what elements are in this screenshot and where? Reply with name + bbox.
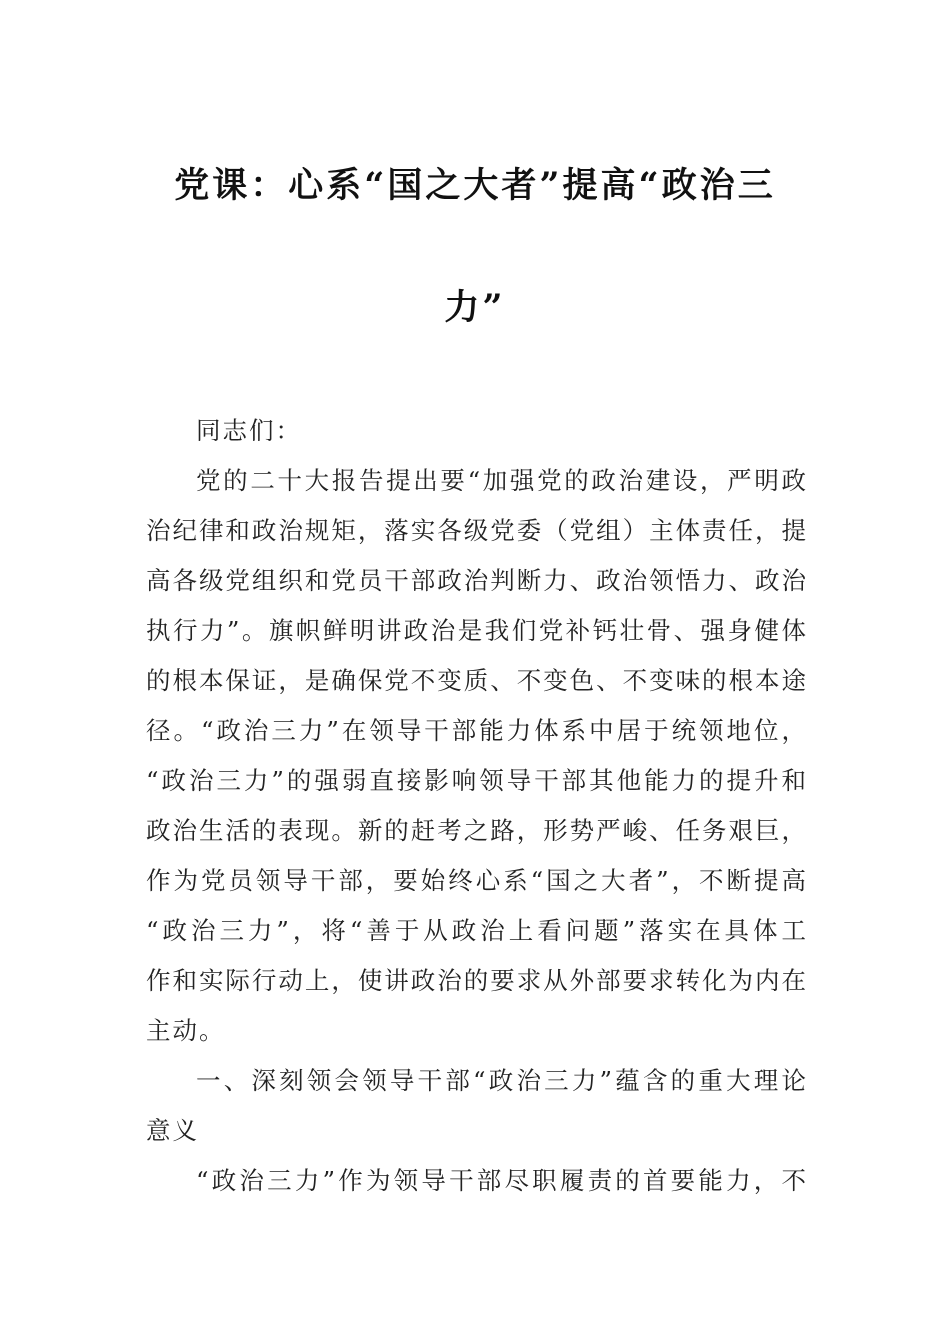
paragraph-line: 的根本保证，是确保党不变质、不变色、不变味的根本途 [146, 666, 806, 695]
paragraph-line: 执行力”。旗帜鲜明讲政治是我们党补钙壮骨、强身健体 [146, 616, 806, 645]
document-title-line-1: 党课：心系“国之大者”提高“政治三 [174, 165, 776, 206]
paragraph-line: “政治三力”，将“善于从政治上看问题”落实在具体工 [146, 916, 806, 945]
paragraph-line: 径。“政治三力”在领导干部能力体系中居于统领地位， [146, 716, 806, 745]
paragraph-line: 高各级党组织和党员干部政治判断力、政治领悟力、政治 [146, 566, 806, 595]
paragraph-line: “政治三力”作为领导干部尽职履责的首要能力，不 [196, 1166, 806, 1195]
salutation: 同志们： [196, 416, 302, 445]
paragraph-line: “政治三力”的强弱直接影响领导干部其他能力的提升和 [146, 766, 806, 795]
paragraph-line: 政治生活的表现。新的赶考之路，形势严峻、任务艰巨， [146, 816, 806, 845]
paragraph-line: 治纪律和政治规矩，落实各级党委（党组）主体责任，提 [146, 516, 806, 545]
paragraph-line: 作和实际行动上，使讲政治的要求从外部要求转化为内在 [146, 966, 806, 995]
section-heading-line-1: 一、深刻领会领导干部“政治三力”蕴含的重大理论 [196, 1066, 806, 1095]
section-heading-line-2: 意义 [146, 1116, 199, 1145]
document-title-line-2: 力” [444, 287, 506, 328]
paragraph-line: 主动。 [146, 1016, 226, 1045]
paragraph-line: 党的二十大报告提出要“加强党的政治建设，严明政 [196, 466, 806, 495]
paragraph-line: 作为党员领导干部，要始终心系“国之大者”，不断提高 [146, 866, 806, 895]
